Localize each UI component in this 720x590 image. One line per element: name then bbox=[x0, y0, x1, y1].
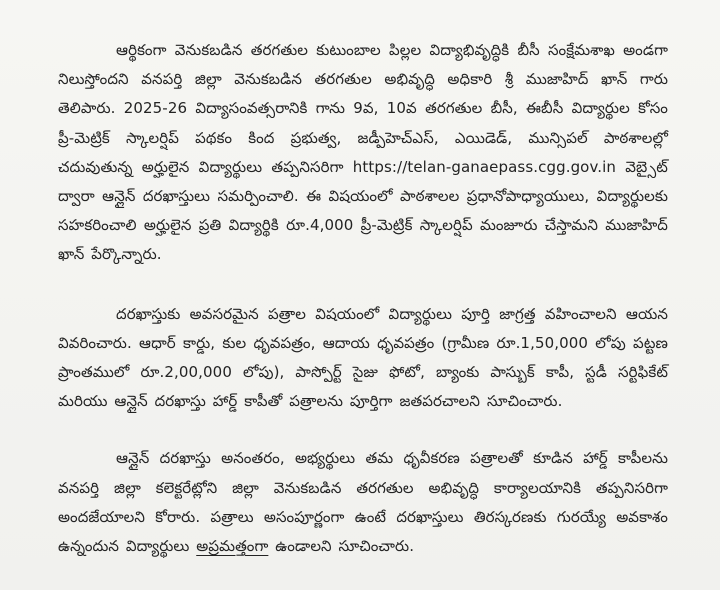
underlined-word: అప్రమత్తంగా bbox=[196, 537, 269, 556]
paragraph-required-documents: దరఖాస్తుకు అవసరమైన పత్రాల విషయంలో విద్యార్థులు పూర్తి జాగ్రత్త వహించాలని ఆయన వివరించారు. ఆధార్ కార్డు, కుల ధృవపత్రం, ఆదాయ ధృవపత్రం (గ్రామీణ రూ.1,50,000 లోపు పట్టణ ప్రాంతములో రూ.2,00,000 లోపు), పాస్పోర్ట్ సైజు ఫోటో, బ్యాంకు పాస్బుక్ కాపీ, స్టడీ సర్టిఫికేట్ మరియు ఆన్లైన్ దరఖాస్తు హార్డ్ కాపీతో పత్రాలను పూర్తిగా జతపరచాలని సూచించారు. bbox=[58, 304, 668, 411]
paragraph-scholarship-intro: ఆర్థికంగా వెనుకబడిన తరగతుల కుటుంబాల పిల్లల విద్యాభివృద్ధికి బీసీ సంక్షేమశాఖ అండగా నిలుస్తోందని వనపర్తి జిల్లా వెనుకబడిన తరగతుల అభివృద్ధి అధికారి శ్రీ ముజాహిద్ ఖాన్ గారు తెలిపారు. 2025-26 విద్యాసంవత్సరానికి గాను 9వ, 10వ తరగతుల బీసీ, ఈబీసీ విద్యార్థుల కోసం ప్రీ-మెట్రిక్ స్కాలర్షిప్ పథకం కింద ప్రభుత్వ, జడ్పీహెచ్ఎస్, ఎయిడెడ్, మున్సిపల్ పాఠశాలల్లో చదువుతున్న అర్హులైన విద్యార్థులు తప్పనిసరిగా https://telan-ganaepass.cgg.gov.in వెబ్సైట్ ద్వారా ఆన్లైన్ దరఖాస్తులు సమర్పించాలి. ఈ విషయంలో పాఠశాలల ప్రధానోపాధ్యాయులు, విద్యార్థులకు సహకరించాలి అర్హులైన ప్రతి విద్యార్థికి రూ.4,000 ప్రీ-మెట్రిక్ స్కాలర్షిప్ మంజూరు చేస్తామని ముజాహిద్ ఖాన్ పేర్కొన్నారు. bbox=[58, 41, 668, 264]
paragraph-submission-instructions bbox=[58, 444, 668, 561]
paragraph-text-end: ఉండాలని సూచించారు. bbox=[268, 537, 415, 556]
paragraph-text: ఆన్లైన్ దరఖాస్తు అనంతరం, అభ్యర్థులు తమ ధృవీకరణ పత్రాలతో కూడిన హార్డ్ కాపీలను వనపర్తి జిల్లా కలెక్టరేట్లోని జిల్లా వెనుకబడిన తరగతుల అభివృద్ధి కార్యాలయానికి తప్పనిసరిగా అందజేయాలని కోరారు. పత్రాలు అసంపూర్ణంగా ఉంటే దరఖాస్తులు తిరస్కరణకు గురయ్యే అవకాశం ఉన్నందున విద్యార్థులు bbox=[58, 449, 668, 556]
